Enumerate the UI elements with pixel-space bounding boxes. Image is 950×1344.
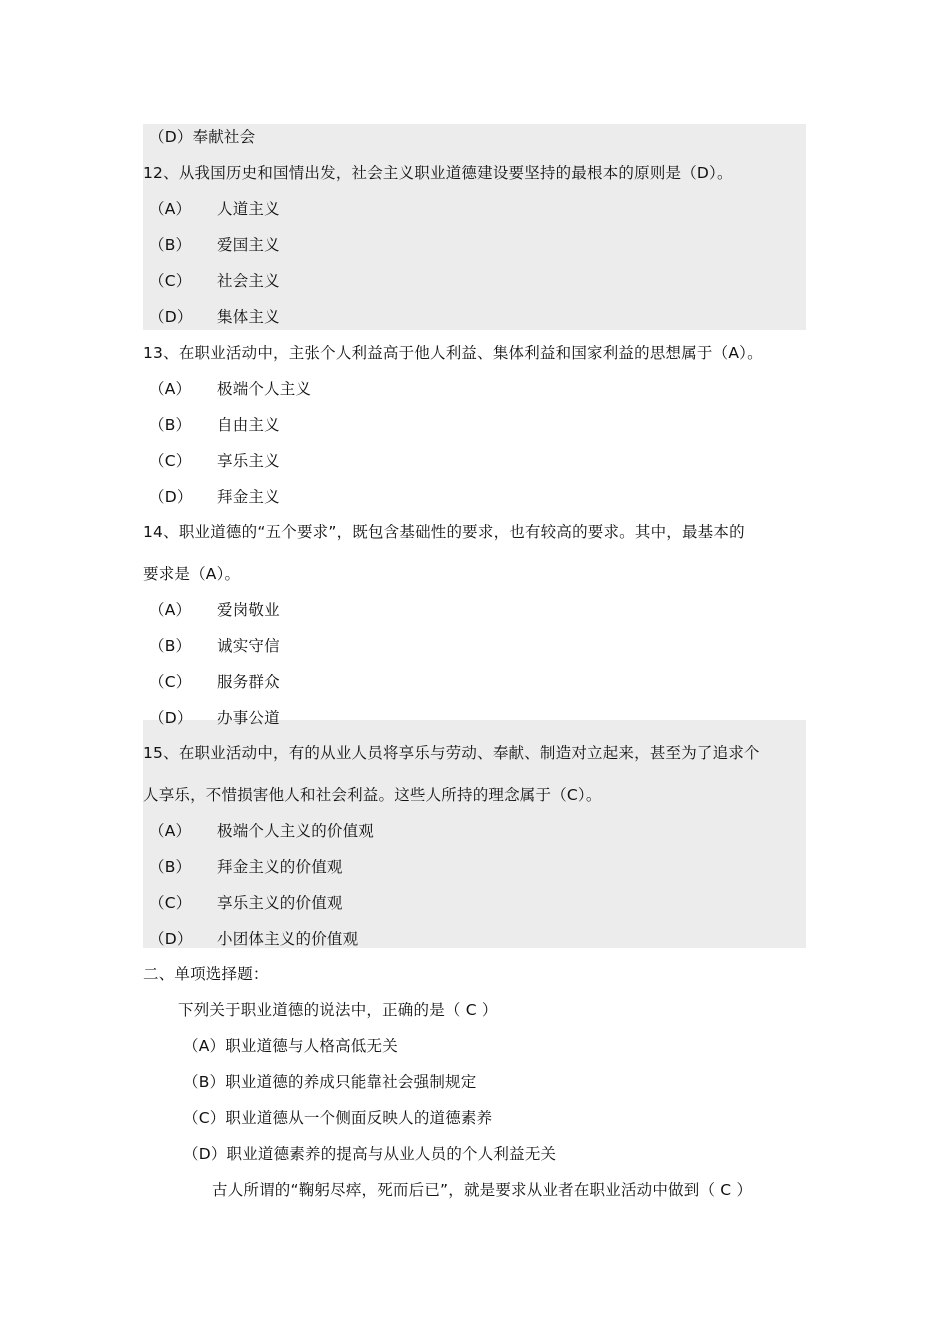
q14-option-c-letter: （C）: [149, 673, 192, 691]
q14-option-b-text: 诚实守信: [217, 637, 280, 655]
q15-option-a-letter: （A）: [149, 822, 192, 840]
q13-option-d-text: 拜金主义: [217, 488, 280, 506]
section2-q1-stem: 下列关于职业道德的说法中，正确的是（ C ）: [178, 1001, 498, 1019]
q15-stem-line1: 15、在职业活动中，有的从业人员将享乐与劳动、奉献、制造对立起来，甚至为了追求个: [143, 744, 760, 762]
q14-option-d-text: 办事公道: [217, 709, 280, 727]
q14-stem-line2: 要求是（A）。: [143, 565, 241, 583]
section2-heading: 二、单项选择题：: [143, 965, 269, 983]
highlight-band-top: [143, 124, 806, 330]
q13-option-b-text: 自由主义: [217, 416, 280, 434]
q12-option-a-letter: （A）: [149, 200, 192, 218]
q14-option-c-text: 服务群众: [217, 673, 280, 691]
q14-option-a-text: 爱岗敬业: [217, 601, 280, 619]
q15-option-d-text: 小团体主义的价值观: [217, 930, 359, 948]
q14-option-d-letter: （D）: [149, 709, 193, 727]
q14-stem-line1: 14、职业道德的“五个要求”，既包含基础性的要求，也有较高的要求。其中，最基本的: [143, 523, 745, 541]
section2-q1-option-a: （A）职业道德与人格高低无关: [183, 1037, 398, 1055]
q14-option-a-letter: （A）: [149, 601, 192, 619]
q13-option-d-letter: （D）: [149, 488, 193, 506]
q12-option-c-letter: （C）: [149, 272, 192, 290]
q13-stem: 13、在职业活动中，主张个人利益高于他人利益、集体利益和国家利益的思想属于（A）。: [143, 344, 763, 362]
q15-option-c-letter: （C）: [149, 894, 192, 912]
section2-q1-option-b: （B）职业道德的养成只能靠社会强制规定: [183, 1073, 477, 1091]
q15-option-b-letter: （B）: [149, 858, 192, 876]
q12-option-c-text: 社会主义: [217, 272, 280, 290]
q13-option-a-letter: （A）: [149, 380, 192, 398]
q12-option-d-text: 集体主义: [217, 308, 280, 326]
q13-option-c-text: 享乐主义: [217, 452, 280, 470]
section2-q1-option-d: （D）职业道德素养的提高与从业人员的个人利益无关: [183, 1145, 557, 1163]
q12-option-b-text: 爱国主义: [217, 236, 280, 254]
q15-option-c-text: 享乐主义的价值观: [217, 894, 343, 912]
q12-option-b-letter: （B）: [149, 236, 192, 254]
q13-option-a-text: 极端个人主义: [217, 380, 312, 398]
q15-option-b-text: 拜金主义的价值观: [217, 858, 343, 876]
q12-stem: 12、从我国历史和国情出发，社会主义职业道德建设要坚持的最根本的原则是（D）。: [143, 164, 733, 182]
q15-option-d-letter: （D）: [149, 930, 193, 948]
q12-option-a-text: 人道主义: [217, 200, 280, 218]
q14-option-b-letter: （B）: [149, 637, 192, 655]
section2-q1-option-c: （C）职业道德从一个侧面反映人的道德素养: [183, 1109, 493, 1127]
q13-option-b-letter: （B）: [149, 416, 192, 434]
section2-q2-stem: 古人所谓的“鞠躬尽瘁，死而后已”，就是要求从业者在职业活动中做到（ C ）: [212, 1181, 753, 1199]
q12-option-d-letter: （D）: [149, 308, 193, 326]
q13-option-c-letter: （C）: [149, 452, 192, 470]
top-option-d: （D）奉献社会: [149, 128, 256, 146]
q15-stem-line2: 人享乐，不惜损害他人和社会利益。这些人所持的理念属于（C）。: [143, 786, 602, 804]
q15-option-a-text: 极端个人主义的价值观: [217, 822, 375, 840]
